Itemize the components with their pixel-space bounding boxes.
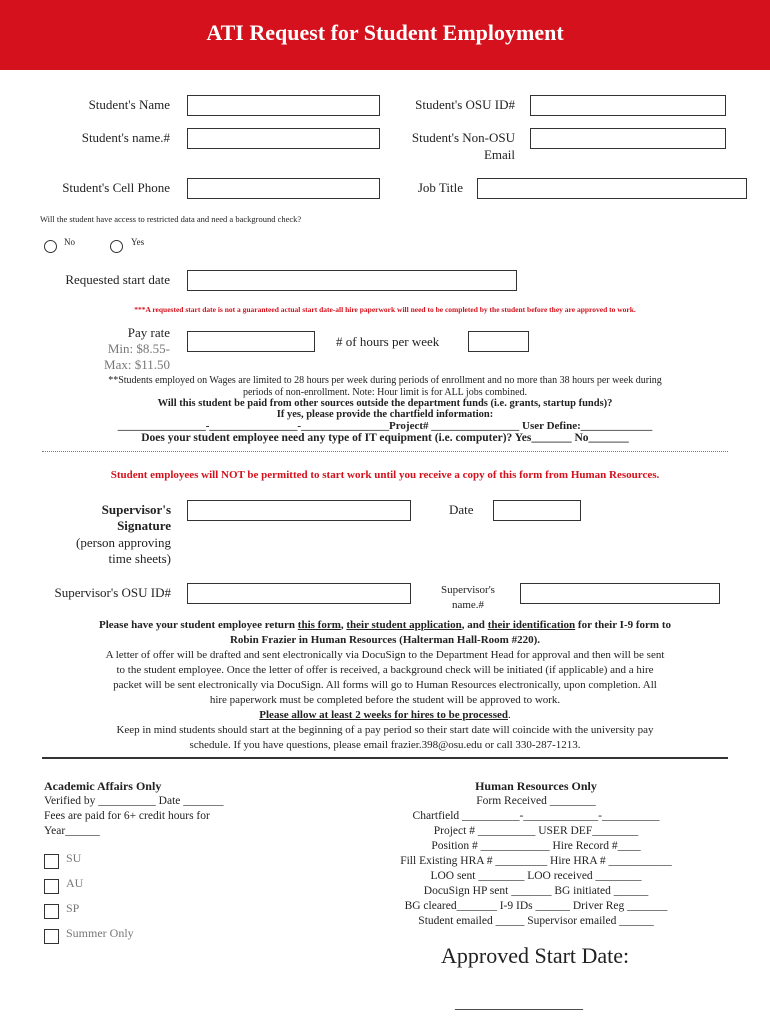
instr-text: , (340, 619, 347, 631)
supervisor-signature-label-4: time sheets) (108, 551, 171, 566)
no-label: No (64, 237, 75, 247)
wage-note-2: periods of non-enrollment. Note: Hour limit is for ALL jobs combined. (242, 387, 528, 398)
yes-radio[interactable] (110, 240, 123, 253)
form-title: ATI Request for Student Employment (206, 20, 564, 45)
pay-max: Max: $11.50 (104, 357, 170, 372)
summer-only-checkbox[interactable] (44, 929, 59, 944)
su-label: SU (66, 851, 82, 865)
chartfield-line[interactable]: ________________-________________-________________Project# ________________ User Define:_____________ (117, 420, 653, 432)
hours-label: # of hours per week (336, 334, 440, 349)
hr-loo[interactable]: LOO sent ________ LOO received ________ (430, 870, 642, 882)
sp-checkbox[interactable] (44, 904, 59, 919)
instr-text: . (507, 709, 511, 721)
supervisor-osu-id-label: Supervisor's OSU ID# (54, 585, 171, 600)
summer-only-label: Summer Only (66, 926, 134, 940)
job-title-input[interactable] (477, 178, 747, 199)
instr-text: , and (461, 619, 488, 631)
hr-docusign[interactable]: DocuSign HP sent _______ BG initiated ______ (423, 885, 649, 897)
yes-label: Yes (131, 237, 145, 247)
student-name-input[interactable] (187, 95, 380, 116)
instr-this-form: this form (297, 619, 341, 631)
cell-phone-label: Student's Cell Phone (62, 180, 170, 195)
supervisor-name-label-1: Supervisor's (441, 584, 495, 596)
supervisor-signature-label-2: Signature (117, 518, 171, 533)
start-date-input[interactable] (187, 270, 517, 291)
pay-rate-label: Pay rate (127, 325, 170, 340)
instructions-line-6: hire paperwork must be completed before the student will be approved to work. (209, 694, 561, 706)
instr-text: for their I-9 form to (575, 619, 671, 631)
two-weeks-note: Please allow at least 2 weeks for hires to be processed (259, 709, 508, 721)
warning-text: Student employees will NOT be permitted to start work until you receive a copy of this form from Human Resources. (110, 469, 660, 481)
funds-question: Will this student be paid from other sources outside the department funds (i.e. grants, startup funds)? (157, 398, 613, 409)
start-date-label: Requested start date (65, 272, 170, 287)
non-osu-email-label-2: Email (483, 147, 515, 162)
instr-text: Please have your student employee return (99, 619, 298, 631)
supervisor-signature-label-1: Supervisor's (101, 502, 171, 517)
instructions-line-8: Keep in mind students should start at the beginning of a pay period so their start date will coincide with the university pay (116, 724, 654, 736)
instructions-line-5: packet will be sent electronically via DocuSign. All forms will go to Human Resources electronically, upon completion. All (113, 679, 657, 691)
hours-input[interactable] (468, 331, 529, 352)
student-name-dot-label: Student's name.# (81, 130, 170, 145)
chartfield-question: If yes, please provide the chartfield information: (276, 409, 494, 420)
approved-start-date-line[interactable]: ________________ (455, 995, 583, 1012)
approved-start-date-label: Approved Start Date: (441, 943, 630, 968)
cell-phone-input[interactable] (187, 178, 380, 199)
instructions-line-9: schedule. If you have questions, please email frazier.398@osu.edu or call 330-287-1213. (189, 739, 581, 751)
fees-line-2[interactable]: Year______ (44, 825, 100, 837)
au-label: AU (66, 876, 84, 890)
osu-id-label: Student's OSU ID# (415, 97, 515, 112)
pay-rate-input[interactable] (187, 331, 315, 352)
student-name-label: Student's Name (88, 97, 170, 112)
supervisor-name-label-2: name.# (451, 599, 485, 611)
supervisor-signature-input[interactable] (187, 500, 411, 521)
fees-line-1: Fees are paid for 6+ credit hours for (44, 810, 210, 822)
non-osu-email-label-1: Student's Non-OSU (411, 130, 515, 145)
hr-only-title: Human Resources Only (475, 779, 597, 793)
hr-position[interactable]: Position # ____________ Hire Record #____ (431, 840, 641, 852)
instructions-line-4: to the student employee. Once the letter of offer is received, a background check will be initiated (if applicable) and a hire (116, 664, 654, 676)
background-check-question: Will the student have access to restricted data and need a background check? (40, 214, 302, 224)
student-name-dot-input[interactable] (187, 128, 380, 149)
supervisor-signature-label-3: (person approving (76, 535, 171, 550)
pay-min: Min: $8.55- (107, 341, 170, 356)
instructions-line-3: A letter of offer will be drafted and sent electronically via DocuSign to the Department Head for approval and then will be sent (105, 649, 665, 661)
osu-id-input[interactable] (530, 95, 726, 116)
dotted-divider (42, 451, 728, 452)
start-date-note: ***A requested start date is not a guaranteed actual start date-all hire paperwork will need to be completed by the student before they are approved to work. (134, 305, 636, 314)
instructions-line-1 (20, 618, 750, 632)
supervisor-osu-id-input[interactable] (187, 583, 411, 604)
su-checkbox[interactable] (44, 854, 59, 869)
instr-student-application: their student application (346, 619, 462, 631)
supervisor-name-input[interactable] (520, 583, 720, 604)
date-input[interactable] (493, 500, 581, 521)
hr-bg-cleared[interactable]: BG cleared_______ I-9 IDs ______ Driver Reg _______ (404, 900, 668, 912)
wage-note-1: **Students employed on Wages are limited to 28 hours per week during periods of enrollment and no more than 38 hours per week during (108, 375, 662, 386)
verified-by-line[interactable]: Verified by __________ Date _______ (44, 795, 224, 807)
no-radio[interactable] (44, 240, 57, 253)
hr-fill-existing[interactable]: Fill Existing HRA # _________ Hire HRA # ___________ (400, 855, 672, 867)
non-osu-email-input[interactable] (530, 128, 726, 149)
instructions-line-2: Robin Frazier in Human Resources (Halterman Hall-Room #220). (229, 634, 540, 646)
au-checkbox[interactable] (44, 879, 59, 894)
hr-project[interactable]: Project # __________ USER DEF________ (433, 825, 639, 837)
job-title-label: Job Title (417, 180, 463, 195)
instructions-line-7 (20, 708, 750, 722)
it-equipment-question[interactable]: Does your student employee need any type of IT equipment (i.e. computer)? Yes_______ No_______ (141, 432, 629, 444)
section-divider (42, 757, 728, 759)
academic-affairs-title: Academic Affairs Only (44, 779, 162, 793)
hr-emailed[interactable]: Student emailed _____ Supervisor emailed ______ (418, 915, 654, 927)
date-label: Date (449, 502, 474, 517)
hr-form-received[interactable]: Form Received ________ (476, 795, 596, 807)
sp-label: SP (66, 901, 80, 915)
instr-identification: their identification (487, 619, 576, 631)
hr-chartfield[interactable]: Chartfield __________-_____________-__________ (412, 810, 660, 822)
